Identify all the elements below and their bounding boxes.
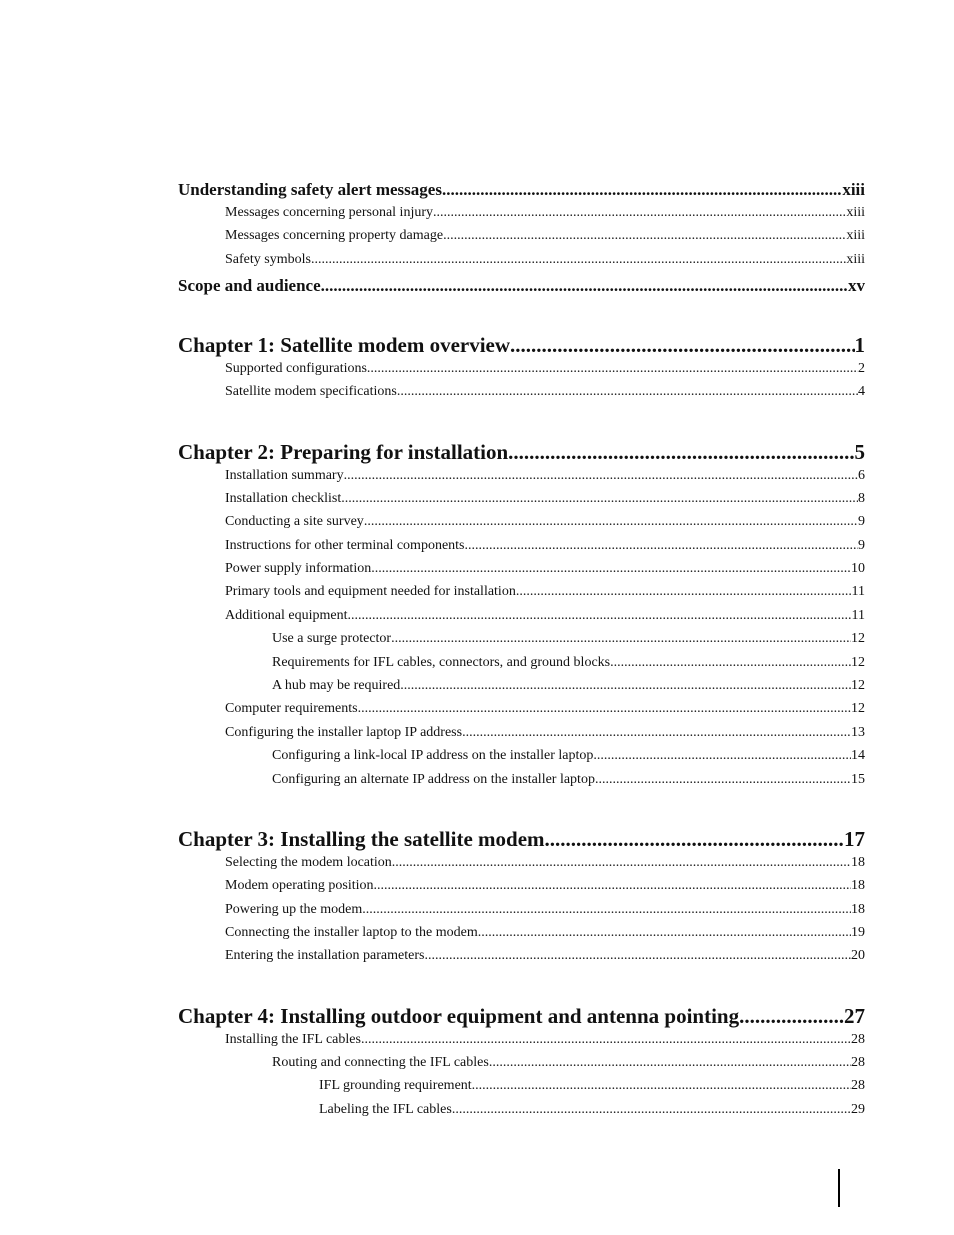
toc-entry-title: Supported configurations (225, 361, 367, 376)
toc-page-number: 12 (851, 631, 865, 646)
dot-leader (510, 333, 854, 358)
dot-leader (442, 180, 842, 200)
toc-entry-title: Messages concerning property damage (225, 228, 444, 243)
toc-entry[interactable] (225, 925, 865, 941)
toc-entry[interactable] (225, 361, 865, 377)
toc-entry[interactable] (225, 878, 865, 894)
toc-entry-title: Requirements for IFL cables, connectors, and ground blocks (272, 655, 611, 670)
toc-page-number: 4 (858, 384, 865, 399)
toc-entry-title: Installation summary (225, 468, 344, 483)
toc-entry[interactable] (225, 608, 865, 624)
toc-entry-title: Primary tools and equipment needed for installation (225, 584, 516, 599)
dot-leader (344, 468, 858, 484)
toc-page-number: 1 (854, 333, 865, 357)
toc-entry-title: IFL grounding requirement (319, 1078, 472, 1093)
toc-entry[interactable] (272, 1055, 865, 1071)
dot-leader (358, 701, 851, 717)
toc-entry[interactable] (225, 228, 865, 244)
dot-leader (392, 855, 851, 871)
toc-entry[interactable] (178, 276, 865, 296)
toc-page-number: xiii (842, 180, 865, 199)
dot-leader (593, 748, 851, 764)
toc-entry[interactable] (225, 1032, 865, 1048)
toc-page-number: xiii (846, 252, 865, 267)
toc-page-number: 20 (851, 948, 865, 963)
toc-page-number: 14 (851, 748, 865, 763)
toc-page-number: xiii (846, 228, 865, 243)
dot-leader (347, 608, 851, 624)
toc-page-number: 5 (854, 440, 865, 464)
toc-entry[interactable] (225, 701, 865, 717)
dot-leader (462, 725, 851, 741)
toc-entry-title: Additional equipment (225, 608, 348, 623)
toc-page-number: 8 (858, 491, 865, 506)
toc-page-number: 12 (851, 655, 865, 670)
toc-entry-title: A hub may be required (272, 678, 401, 693)
toc-page-number: 11 (851, 584, 865, 599)
dot-leader (371, 561, 851, 577)
toc-page-number: 12 (851, 678, 865, 693)
toc-page-number: 18 (851, 902, 865, 917)
toc-entry[interactable] (225, 252, 865, 268)
dot-leader (364, 514, 858, 530)
dot-leader (452, 1102, 851, 1118)
dot-leader (610, 655, 851, 671)
toc-page-number: 12 (851, 701, 865, 716)
toc-entry[interactable] (225, 205, 865, 221)
toc-page-number: 10 (851, 561, 865, 576)
dot-leader (472, 1078, 851, 1094)
toc-page-number: 13 (851, 725, 865, 740)
dot-leader (465, 538, 859, 554)
toc-entry-title: Chapter 4: Installing outdoor equipment and antenna pointing (178, 1004, 740, 1028)
toc-page-number: 15 (851, 772, 865, 787)
toc-entry-title: Connecting the installer laptop to the modem (225, 925, 478, 940)
toc-entry[interactable] (272, 655, 865, 671)
toc-entry-title: Chapter 2: Preparing for installation (178, 440, 509, 464)
toc-entry-title: Entering the installation parameters (225, 948, 425, 963)
toc-entry[interactable] (272, 631, 865, 647)
toc-page-number: 28 (851, 1078, 865, 1093)
toc-entry-title: Conducting a site survey (225, 514, 364, 529)
toc-entry[interactable] (225, 491, 865, 507)
toc-entry[interactable] (178, 333, 865, 358)
toc-entry-title: Configuring the installer laptop IP address (225, 725, 463, 740)
dot-leader (362, 902, 851, 918)
toc-entry-title: Routing and connecting the IFL cables (272, 1055, 489, 1070)
toc-entry-title: Safety symbols (225, 252, 311, 267)
dot-leader (361, 1032, 851, 1048)
toc-entry[interactable] (272, 748, 865, 764)
toc-entry-title: Power supply information (225, 561, 372, 576)
dot-leader (341, 491, 858, 507)
toc-entry[interactable] (225, 538, 865, 554)
toc-entry[interactable] (319, 1102, 865, 1118)
toc-entry-title: Configuring an alternate IP address on the installer laptop (272, 772, 595, 787)
toc-entry[interactable] (225, 855, 865, 871)
toc-entry[interactable] (178, 1004, 865, 1029)
toc-entry-title: Installation checklist (225, 491, 342, 506)
toc-entry[interactable] (225, 514, 865, 530)
toc-page-number: xiii (846, 205, 865, 220)
toc-entry-title: Instructions for other terminal components (225, 538, 465, 553)
toc-entry[interactable] (225, 948, 865, 964)
toc-entry[interactable] (225, 468, 865, 484)
dot-leader (545, 827, 844, 852)
toc-entry-title: Messages concerning personal injury (225, 205, 433, 220)
dot-leader (516, 584, 852, 600)
toc-page-number: 28 (851, 1055, 865, 1070)
dot-leader (391, 631, 851, 647)
toc-page-number: 18 (851, 878, 865, 893)
toc-page-number: 18 (851, 855, 865, 870)
toc-page-number: 9 (858, 514, 865, 529)
toc-page-number: 9 (858, 538, 865, 553)
toc-page-number: xv (848, 276, 865, 295)
toc-entry-title: Satellite modem specifications (225, 384, 397, 399)
toc-entry[interactable] (225, 902, 865, 918)
toc-entry-title: Chapter 3: Installing the satellite modem (178, 827, 545, 851)
toc-entry-title: Selecting the modem location (225, 855, 392, 870)
toc-entry[interactable] (319, 1078, 865, 1094)
dot-leader (367, 361, 858, 377)
toc-entry-title: Installing the IFL cables (225, 1032, 361, 1047)
toc-entry[interactable] (225, 584, 865, 600)
toc-entry[interactable] (272, 772, 865, 788)
dot-leader (443, 228, 846, 244)
toc-page-number: 2 (858, 361, 865, 376)
toc-entry-title: Computer requirements (225, 701, 358, 716)
toc-entry-title: Chapter 1: Satellite modem overview (178, 333, 511, 357)
toc-page-number: 17 (844, 827, 865, 851)
toc-entry-title: Modem operating position (225, 878, 374, 893)
dot-leader (478, 925, 851, 941)
dot-leader (424, 948, 851, 964)
dot-leader (321, 276, 848, 296)
toc-page-number: 28 (851, 1032, 865, 1047)
toc-page-number: 11 (851, 608, 865, 623)
toc-entry[interactable] (178, 440, 865, 465)
dot-leader (374, 878, 851, 894)
dot-leader (595, 772, 851, 788)
dot-leader (397, 384, 858, 400)
dot-leader (400, 678, 851, 694)
toc-entry-title: Labeling the IFL cables (319, 1102, 452, 1117)
dot-leader (489, 1055, 851, 1071)
dot-leader (311, 252, 846, 268)
toc-page-number: 29 (851, 1102, 865, 1117)
toc-page-number: 27 (844, 1004, 865, 1028)
dot-leader (508, 440, 854, 465)
dot-leader (433, 205, 846, 221)
toc-entry[interactable] (178, 180, 865, 200)
toc-entry-title: Configuring a link-local IP address on the installer laptop (272, 748, 594, 763)
toc-entry[interactable] (225, 384, 865, 400)
toc-entry[interactable] (225, 725, 865, 741)
toc-page-number: 6 (858, 468, 865, 483)
toc-entry[interactable] (178, 827, 865, 852)
change-bar (838, 1169, 840, 1207)
toc-entry-title: Scope and audience (178, 276, 321, 295)
toc-entry[interactable] (225, 561, 865, 577)
dot-leader (739, 1004, 844, 1029)
toc-entry-title: Understanding safety alert messages (178, 180, 442, 199)
toc-page-number: 19 (851, 925, 865, 940)
toc-entry[interactable] (272, 678, 865, 694)
toc-entry-title: Use a surge protector (272, 631, 392, 646)
toc-entry-title: Powering up the modem (225, 902, 363, 917)
